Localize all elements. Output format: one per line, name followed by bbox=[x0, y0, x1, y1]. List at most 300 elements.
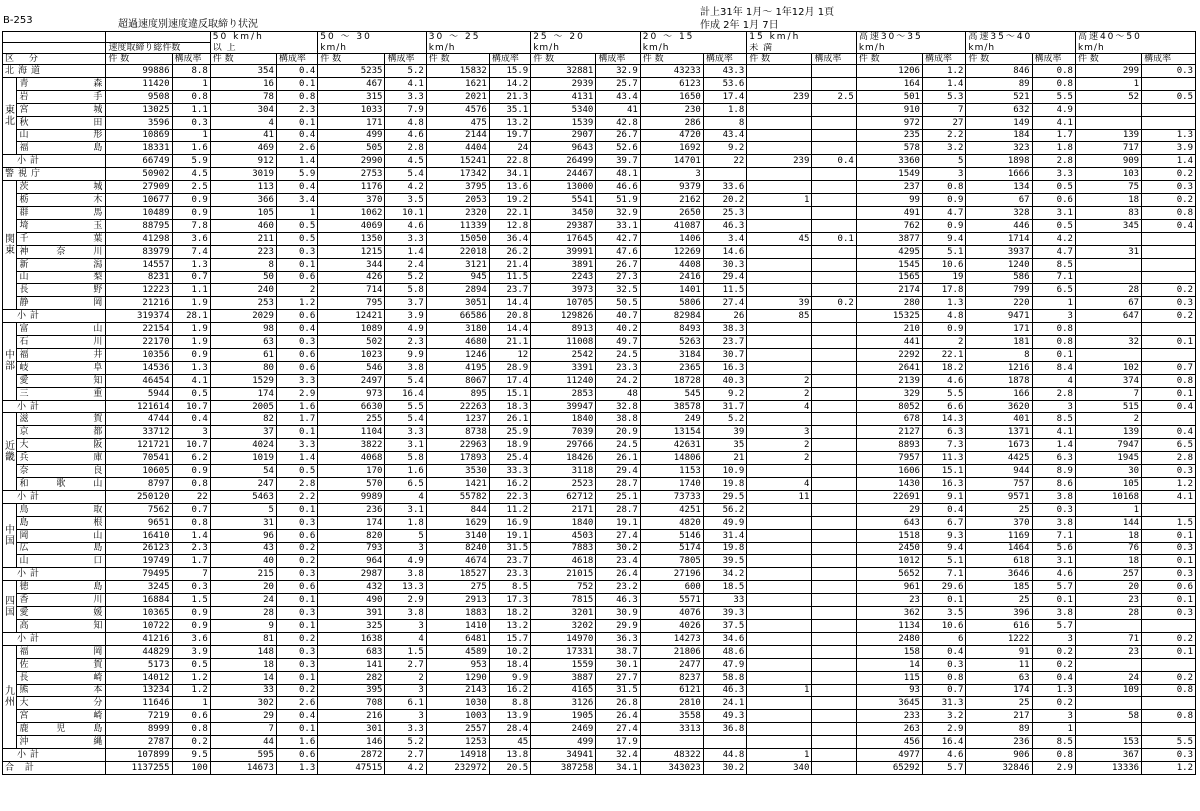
count-cell: 354 bbox=[210, 65, 276, 78]
ratio-cell: 23.7 bbox=[489, 284, 530, 297]
ratio-cell: 4.1 bbox=[1142, 490, 1196, 503]
ratio-cell: 10.6 bbox=[922, 258, 965, 271]
ratio-cell: 9.3 bbox=[922, 529, 965, 542]
ratio-cell: 3.3 bbox=[385, 232, 426, 245]
grand-total-label: 合 計 bbox=[3, 761, 106, 774]
ratio-cell: 8 bbox=[703, 116, 746, 129]
count-cell: 6630 bbox=[318, 400, 385, 413]
count-cell: 5806 bbox=[640, 297, 703, 310]
ratio-cell: 25.4 bbox=[489, 452, 530, 465]
ratio-cell: 0.8 bbox=[1142, 374, 1196, 387]
count-cell: 20 bbox=[210, 581, 276, 594]
ratio-cell: 18.2 bbox=[489, 607, 530, 620]
ratio-cell bbox=[1142, 723, 1196, 736]
ratio-cell: 1.3 bbox=[1142, 129, 1196, 142]
count-cell: 10605 bbox=[106, 465, 172, 478]
count-cell: 99 bbox=[856, 194, 922, 207]
ratio-cell: 0.1 bbox=[276, 258, 317, 271]
ratio-cell: 3 bbox=[1032, 710, 1075, 723]
ratio-cell: 9.9 bbox=[385, 348, 426, 361]
count-cell: 1898 bbox=[966, 155, 1032, 168]
ratio-cell: 25.7 bbox=[596, 77, 640, 90]
count-cell: 2641 bbox=[856, 361, 922, 374]
ratio-cell: 11.3 bbox=[922, 452, 965, 465]
count-cell: 3 bbox=[747, 426, 812, 439]
ratio-cell: 5.6 bbox=[1032, 542, 1075, 555]
ratio-cell bbox=[812, 697, 856, 710]
count-cell: 42631 bbox=[640, 439, 703, 452]
ratio-cell bbox=[1142, 323, 1196, 336]
ratio-cell: 26.7 bbox=[596, 258, 640, 271]
ratio-cell: 24.5 bbox=[596, 348, 640, 361]
count-cell: 2990 bbox=[318, 155, 385, 168]
ratio-cell: 31.4 bbox=[703, 529, 746, 542]
count-cell: 2144 bbox=[426, 129, 489, 142]
count-cell: 4165 bbox=[531, 684, 596, 697]
table-row bbox=[3, 361, 1196, 374]
count-cell: 7815 bbox=[531, 594, 596, 607]
ratio-cell bbox=[1142, 658, 1196, 671]
count-cell: 48322 bbox=[640, 749, 703, 762]
count-cell: 2 bbox=[747, 439, 812, 452]
ratio-cell: 1.8 bbox=[1032, 142, 1075, 155]
count-cell: 2907 bbox=[531, 129, 596, 142]
count-cell: 63 bbox=[210, 336, 276, 349]
ratio-cell: 2 bbox=[276, 284, 317, 297]
ratio-cell: 26 bbox=[703, 310, 746, 323]
count-cell: 757 bbox=[966, 478, 1032, 491]
ratio-cell: 23.7 bbox=[703, 336, 746, 349]
table-row bbox=[3, 271, 1196, 284]
table-row bbox=[3, 684, 1196, 697]
ratio-cell: 2.3 bbox=[172, 542, 210, 555]
count-cell bbox=[747, 413, 812, 426]
count-cell: 329 bbox=[856, 387, 922, 400]
ratio-cell: 26.4 bbox=[596, 568, 640, 581]
count-cell: 315 bbox=[318, 90, 385, 103]
count-cell: 1222 bbox=[966, 632, 1032, 645]
ratio-cell: 0.4 bbox=[276, 65, 317, 78]
table-row bbox=[3, 323, 1196, 336]
count-cell: 2913 bbox=[426, 594, 489, 607]
count-cell: 184 bbox=[966, 129, 1032, 142]
count-cell: 499 bbox=[531, 736, 596, 749]
prefecture-name: 岐阜 bbox=[17, 361, 106, 374]
ratio-cell: 0.3 bbox=[1142, 181, 1196, 194]
count-cell: 23 bbox=[1075, 645, 1141, 658]
ratio-cell: 1.2 bbox=[276, 297, 317, 310]
ratio-cell: 3.4 bbox=[703, 232, 746, 245]
count-cell: 467 bbox=[318, 77, 385, 90]
count-cell: 88795 bbox=[106, 219, 172, 232]
ratio-cell: 0.3 bbox=[276, 336, 317, 349]
count-cell: 6481 bbox=[426, 632, 489, 645]
ratio-cell: 4.5 bbox=[385, 155, 426, 168]
ratio-cell: 1.8 bbox=[385, 516, 426, 529]
ratio-cell: 0.3 bbox=[1142, 65, 1196, 78]
count-cell: 586 bbox=[966, 271, 1032, 284]
count-cell: 2787 bbox=[106, 736, 172, 749]
ratio-cell: 20.9 bbox=[596, 426, 640, 439]
count-cell: 18527 bbox=[426, 568, 489, 581]
table-row bbox=[3, 348, 1196, 361]
count-cell: 8052 bbox=[856, 400, 922, 413]
count-cell: 4068 bbox=[318, 452, 385, 465]
count-cell: 12269 bbox=[640, 245, 703, 258]
ratio-cell: 0.9 bbox=[172, 607, 210, 620]
count-cell: 75 bbox=[1075, 181, 1141, 194]
ratio-cell: 21.4 bbox=[489, 258, 530, 271]
count-cell: 18 bbox=[1075, 529, 1141, 542]
count-cell: 762 bbox=[856, 219, 922, 232]
ratio-cell: 0.1 bbox=[276, 77, 317, 90]
ratio-cell: 0.3 bbox=[1142, 542, 1196, 555]
count-cell: 32 bbox=[1075, 336, 1141, 349]
prefecture-name: 奈良 bbox=[17, 465, 106, 478]
ratio-cell: 4.2 bbox=[1032, 232, 1075, 245]
count-cell: 16884 bbox=[106, 594, 172, 607]
ratio-cell: 2.4 bbox=[385, 258, 426, 271]
ratio-cell: 8.5 bbox=[1032, 258, 1075, 271]
table-row bbox=[3, 168, 1196, 181]
ratio-cell: 13.8 bbox=[489, 749, 530, 762]
count-cell: 286 bbox=[640, 116, 703, 129]
prefecture-name: 高知 bbox=[17, 619, 106, 632]
count-cell bbox=[747, 258, 812, 271]
ratio-cell: 1.2 bbox=[922, 65, 965, 78]
ratio-cell: 3.9 bbox=[385, 310, 426, 323]
count-cell: 22691 bbox=[856, 490, 922, 503]
count-cell: 2029 bbox=[210, 310, 276, 323]
ratio-cell: 0.9 bbox=[172, 194, 210, 207]
count-col-header: 件 数 bbox=[106, 54, 172, 65]
ratio-cell: 16.4 bbox=[385, 387, 426, 400]
count-cell: 4674 bbox=[426, 555, 489, 568]
count-cell: 30 bbox=[1075, 465, 1141, 478]
ratio-cell: 6.2 bbox=[172, 452, 210, 465]
count-cell: 1023 bbox=[318, 348, 385, 361]
count-cell: 961 bbox=[856, 581, 922, 594]
ratio-cell: 0.8 bbox=[1142, 684, 1196, 697]
ratio-cell: 51.9 bbox=[596, 194, 640, 207]
count-cell: 14557 bbox=[106, 258, 172, 271]
count-cell: 134 bbox=[966, 181, 1032, 194]
count-cell: 9643 bbox=[531, 142, 596, 155]
ratio-cell: 5.5 bbox=[1142, 736, 1196, 749]
band-header-3: 25 ～ 20 bbox=[531, 32, 641, 43]
count-cell: 33 bbox=[210, 684, 276, 697]
ratio-cell: 34.1 bbox=[489, 168, 530, 181]
count-cell: 2053 bbox=[426, 194, 489, 207]
count-cell: 25 bbox=[966, 594, 1032, 607]
ratio-cell: 40.2 bbox=[596, 323, 640, 336]
ratio-cell: 15.7 bbox=[489, 632, 530, 645]
band-header-5: 15 km/h bbox=[747, 32, 857, 43]
count-cell: 2174 bbox=[856, 284, 922, 297]
ratio-cell: 4.1 bbox=[172, 374, 210, 387]
ratio-cell: 1.9 bbox=[172, 297, 210, 310]
ratio-cell: 0.1 bbox=[812, 232, 856, 245]
ratio-cell: 2.9 bbox=[922, 723, 965, 736]
ratio-cell bbox=[812, 142, 856, 155]
ratio-cell: 9.4 bbox=[922, 542, 965, 555]
ratio-cell: 10.7 bbox=[172, 400, 210, 413]
ratio-cell: 0.1 bbox=[1032, 594, 1075, 607]
ratio-cell bbox=[812, 516, 856, 529]
count-cell: 1666 bbox=[966, 168, 1032, 181]
ratio-cell: 36.3 bbox=[596, 632, 640, 645]
ratio-cell: 22.3 bbox=[489, 490, 530, 503]
ratio-cell: 0.3 bbox=[1142, 607, 1196, 620]
count-cell: 13154 bbox=[640, 426, 703, 439]
ratio-cell: 0.1 bbox=[276, 503, 317, 516]
table-row bbox=[3, 426, 1196, 439]
ratio-cell: 0.5 bbox=[172, 387, 210, 400]
ratio-cell: 1.4 bbox=[1142, 155, 1196, 168]
ratio-cell: 4.2 bbox=[385, 181, 426, 194]
ratio-cell bbox=[812, 65, 856, 78]
ratio-col-header: 構成率 bbox=[1142, 54, 1196, 65]
count-cell: 10168 bbox=[1075, 490, 1141, 503]
ratio-cell: 5.4 bbox=[385, 168, 426, 181]
count-cell: 1714 bbox=[966, 232, 1032, 245]
ratio-cell: 15.9 bbox=[489, 65, 530, 78]
count-cell: 47515 bbox=[318, 761, 385, 774]
prefecture-name: 茨城 bbox=[17, 181, 106, 194]
ratio-cell: 2.8 bbox=[1032, 387, 1075, 400]
ratio-cell: 14.3 bbox=[922, 413, 965, 426]
ratio-cell: 0.8 bbox=[172, 723, 210, 736]
count-cell: 2477 bbox=[640, 658, 703, 671]
prefecture-name: 長崎 bbox=[17, 671, 106, 684]
count-cell: 44 bbox=[210, 736, 276, 749]
ratio-cell: 0.7 bbox=[172, 271, 210, 284]
ratio-cell: 30.2 bbox=[596, 542, 640, 555]
table-row bbox=[3, 658, 1196, 671]
ratio-cell bbox=[812, 439, 856, 452]
ratio-cell: 7.3 bbox=[922, 439, 965, 452]
ratio-cell bbox=[812, 568, 856, 581]
count-cell: 96 bbox=[210, 529, 276, 542]
count-cell: 2143 bbox=[426, 684, 489, 697]
table-row bbox=[3, 194, 1196, 207]
count-cell: 215 bbox=[210, 568, 276, 581]
count-cell: 166 bbox=[966, 387, 1032, 400]
ratio-cell: 3.8 bbox=[1032, 490, 1075, 503]
ratio-cell: 34.6 bbox=[703, 632, 746, 645]
prefecture-name: 埼玉 bbox=[17, 219, 106, 232]
subtotal-row bbox=[3, 400, 1196, 413]
ratio-cell: 0.2 bbox=[276, 632, 317, 645]
ratio-col-header: 構成率 bbox=[703, 54, 746, 65]
prefecture-name: 大阪 bbox=[17, 439, 106, 452]
ratio-cell: 100 bbox=[172, 761, 210, 774]
subtotal-row bbox=[3, 155, 1196, 168]
count-cell: 5174 bbox=[640, 542, 703, 555]
subtotal-label: 小計 bbox=[3, 749, 106, 762]
count-cell: 1237 bbox=[426, 413, 489, 426]
count-cell: 391 bbox=[318, 607, 385, 620]
count-cell: 43 bbox=[210, 542, 276, 555]
count-cell: 1740 bbox=[640, 478, 703, 491]
ratio-cell: 1.2 bbox=[172, 684, 210, 697]
count-cell: 4 bbox=[747, 478, 812, 491]
count-col-header: 件 数 bbox=[966, 54, 1032, 65]
ratio-cell bbox=[1142, 697, 1196, 710]
ratio-cell bbox=[703, 736, 746, 749]
ratio-cell: 3.9 bbox=[1142, 142, 1196, 155]
count-cell: 4720 bbox=[640, 129, 703, 142]
prefecture-name: 山梨 bbox=[17, 271, 106, 284]
ratio-cell: 39.7 bbox=[596, 155, 640, 168]
count-cell: 4 bbox=[747, 400, 812, 413]
count-cell: 1401 bbox=[640, 284, 703, 297]
ratio-cell: 24.1 bbox=[703, 697, 746, 710]
count-cell: 109 bbox=[1075, 684, 1141, 697]
table-row bbox=[3, 219, 1196, 232]
count-cell: 263 bbox=[856, 723, 922, 736]
prefecture-name: 長野 bbox=[17, 284, 106, 297]
ratio-cell bbox=[812, 219, 856, 232]
count-cell: 18 bbox=[1075, 194, 1141, 207]
table-row bbox=[3, 103, 1196, 116]
count-cell: 1638 bbox=[318, 632, 385, 645]
subtotal-label: 小計 bbox=[3, 632, 106, 645]
count-cell: 5652 bbox=[856, 568, 922, 581]
count-cell: 546 bbox=[318, 361, 385, 374]
ratio-cell: 0.3 bbox=[172, 581, 210, 594]
ratio-cell: 5.7 bbox=[922, 761, 965, 774]
ratio-cell: 26.1 bbox=[596, 452, 640, 465]
count-cell: 41298 bbox=[106, 232, 172, 245]
ratio-cell: 1.3 bbox=[922, 297, 965, 310]
count-cell: 29387 bbox=[531, 219, 596, 232]
ratio-cell: 0.4 bbox=[1142, 400, 1196, 413]
subtotal-row bbox=[3, 749, 1196, 762]
ratio-cell: 0.3 bbox=[1142, 297, 1196, 310]
ratio-cell: 6.5 bbox=[385, 478, 426, 491]
ratio-cell bbox=[1142, 271, 1196, 284]
ratio-cell: 23.3 bbox=[489, 568, 530, 581]
ratio-cell: 9.4 bbox=[922, 232, 965, 245]
ratio-cell: 1.2 bbox=[1142, 478, 1196, 491]
ratio-cell: 12.8 bbox=[489, 219, 530, 232]
ratio-cell: 0.3 bbox=[276, 658, 317, 671]
count-cell bbox=[747, 284, 812, 297]
count-cell bbox=[1075, 619, 1141, 632]
ratio-col-header: 構成率 bbox=[489, 54, 530, 65]
prefecture-name: 沖縄 bbox=[17, 736, 106, 749]
table-row bbox=[3, 206, 1196, 219]
count-cell: 4408 bbox=[640, 258, 703, 271]
ratio-cell: 0.2 bbox=[276, 542, 317, 555]
ratio-cell: 1.6 bbox=[385, 465, 426, 478]
count-cell: 8493 bbox=[640, 323, 703, 336]
ratio-cell: 32.9 bbox=[596, 206, 640, 219]
ratio-cell: 7 bbox=[922, 103, 965, 116]
count-cell: 31 bbox=[210, 516, 276, 529]
count-cell: 3645 bbox=[856, 697, 922, 710]
count-cell bbox=[747, 168, 812, 181]
count-cell bbox=[747, 619, 812, 632]
ratio-cell: 0.2 bbox=[1142, 194, 1196, 207]
count-cell: 2894 bbox=[426, 284, 489, 297]
count-cell: 22170 bbox=[106, 336, 172, 349]
ratio-cell bbox=[812, 452, 856, 465]
region-name: 中部 bbox=[3, 323, 17, 400]
count-cell: 107899 bbox=[106, 749, 172, 762]
ratio-cell: 0.7 bbox=[172, 503, 210, 516]
count-cell: 1030 bbox=[426, 697, 489, 710]
count-cell: 185 bbox=[966, 581, 1032, 594]
ratio-cell: 5.9 bbox=[172, 155, 210, 168]
count-cell: 9471 bbox=[966, 310, 1032, 323]
count-cell bbox=[747, 116, 812, 129]
ratio-cell bbox=[812, 400, 856, 413]
count-cell: 505 bbox=[318, 142, 385, 155]
ratio-cell bbox=[812, 77, 856, 90]
ratio-cell: 6.1 bbox=[385, 697, 426, 710]
count-cell: 18 bbox=[210, 658, 276, 671]
count-cell: 24467 bbox=[531, 168, 596, 181]
count-cell: 10489 bbox=[106, 206, 172, 219]
count-cell: 2 bbox=[747, 452, 812, 465]
count-cell: 2650 bbox=[640, 206, 703, 219]
ratio-cell bbox=[812, 529, 856, 542]
ratio-cell: 2.7 bbox=[385, 749, 426, 762]
ratio-cell: 1.7 bbox=[1032, 129, 1075, 142]
ratio-cell: 0.3 bbox=[276, 516, 317, 529]
ratio-cell: 25.9 bbox=[489, 426, 530, 439]
ratio-cell: 4.6 bbox=[385, 219, 426, 232]
count-cell: 456 bbox=[856, 736, 922, 749]
count-cell: 253 bbox=[210, 297, 276, 310]
count-cell: 12421 bbox=[318, 310, 385, 323]
count-cell: 149 bbox=[966, 116, 1032, 129]
table-row bbox=[3, 65, 1196, 78]
ratio-cell: 0.6 bbox=[276, 361, 317, 374]
region-label: 北海道 bbox=[3, 65, 106, 78]
ratio-cell: 2.5 bbox=[812, 90, 856, 103]
count-cell: 28 bbox=[1075, 284, 1141, 297]
table-row bbox=[3, 542, 1196, 555]
ratio-cell: 3.5 bbox=[385, 194, 426, 207]
count-cell: 3118 bbox=[531, 465, 596, 478]
ratio-cell: 6.3 bbox=[1032, 452, 1075, 465]
count-cell: 4425 bbox=[966, 452, 1032, 465]
ratio-cell: 47.6 bbox=[596, 245, 640, 258]
ratio-cell: 5.9 bbox=[276, 168, 317, 181]
region-name: 東北 bbox=[3, 77, 17, 154]
count-cell: 8913 bbox=[531, 323, 596, 336]
ratio-cell: 3.8 bbox=[1032, 516, 1075, 529]
ratio-cell: 27.3 bbox=[596, 271, 640, 284]
count-cell: 3313 bbox=[640, 723, 703, 736]
count-cell: 11240 bbox=[531, 374, 596, 387]
ratio-cell: 17.8 bbox=[922, 284, 965, 297]
ratio-cell: 3 bbox=[922, 168, 965, 181]
count-cell: 10677 bbox=[106, 194, 172, 207]
count-cell bbox=[1075, 116, 1141, 129]
count-cell bbox=[747, 503, 812, 516]
ratio-cell: 0.3 bbox=[276, 568, 317, 581]
count-cell: 1905 bbox=[531, 710, 596, 723]
count-cell: 345 bbox=[1075, 219, 1141, 232]
count-cell: 616 bbox=[966, 619, 1032, 632]
ratio-cell: 2.8 bbox=[385, 142, 426, 155]
ratio-cell: 40.7 bbox=[596, 310, 640, 323]
ratio-cell bbox=[1142, 232, 1196, 245]
